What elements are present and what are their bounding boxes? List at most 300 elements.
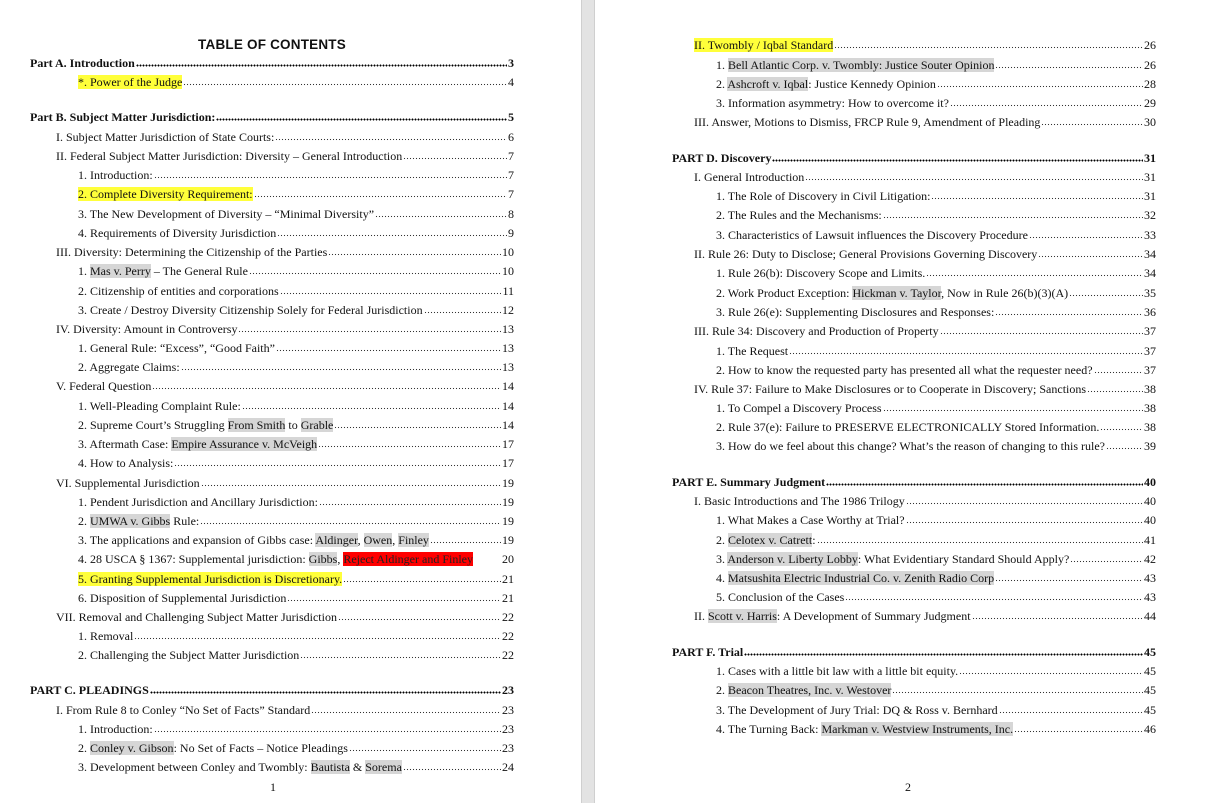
toc-page-number: 37 bbox=[1144, 363, 1156, 377]
toc-entry[interactable] bbox=[716, 549, 1156, 566]
toc-page-number: 37 bbox=[1144, 324, 1156, 338]
toc-page-number: 22 bbox=[502, 610, 514, 624]
dot-leader bbox=[926, 274, 1143, 277]
entry-text-segment: 1. The Role of Discovery in Civil Litigation: bbox=[716, 189, 931, 203]
entry-text-segment: 1. What Makes a Case Worthy at Trial? bbox=[716, 513, 905, 527]
toc-entry[interactable] bbox=[694, 112, 1156, 129]
page-gap bbox=[581, 0, 595, 803]
entry-text-segment: 1. Cases with a little bit law with a little bit equity. bbox=[716, 664, 959, 678]
toc-page-number: 31 bbox=[1144, 189, 1156, 203]
toc-page-number: 11 bbox=[502, 284, 514, 298]
dot-leader bbox=[940, 332, 1143, 335]
entry-text-segment: : What Evidentiary Standard Should Apply? bbox=[857, 552, 1070, 566]
highlighted-text: Bell Atlantic Corp. v. Twombly: Justice Souter Opinion bbox=[728, 58, 995, 72]
highlighted-text: Markman v. Westview Instruments, Inc. bbox=[821, 722, 1014, 736]
toc-entry[interactable] bbox=[78, 719, 514, 736]
toc-entry[interactable] bbox=[78, 549, 514, 566]
toc-entry[interactable] bbox=[716, 93, 1156, 110]
toc-page-number: 38 bbox=[1144, 401, 1156, 415]
toc-entry-text bbox=[78, 760, 402, 774]
dot-leader bbox=[826, 483, 1143, 486]
toc-entry[interactable] bbox=[716, 587, 1156, 604]
dot-leader bbox=[154, 730, 501, 733]
highlighted-text: Aldinger bbox=[315, 533, 358, 547]
dot-leader bbox=[154, 176, 507, 179]
toc-page-number: 19 bbox=[502, 476, 514, 490]
toc-entry[interactable] bbox=[78, 434, 514, 451]
toc-page-number: 37 bbox=[1144, 344, 1156, 358]
toc-page-number: 4 bbox=[508, 75, 514, 89]
toc-entry[interactable] bbox=[78, 453, 514, 470]
toc-entry-text bbox=[78, 456, 173, 470]
entry-text-segment: 3. The applications and expansion of Gibbs case: bbox=[78, 533, 316, 547]
toc-page-number: 23 bbox=[502, 703, 514, 717]
toc-entry[interactable] bbox=[694, 379, 1156, 396]
toc-entry-text bbox=[78, 495, 318, 509]
toc-entry-text bbox=[716, 722, 1013, 736]
entry-text-segment: 3. How do we feel about this change? What’s the reason of changing to this rule? bbox=[716, 439, 1105, 453]
toc-entry-text bbox=[716, 208, 882, 222]
dot-leader bbox=[1087, 390, 1143, 393]
dot-leader bbox=[906, 521, 1143, 524]
entry-text-segment: PART E. Summary Judgment bbox=[672, 475, 826, 489]
dot-leader bbox=[249, 272, 501, 275]
toc-entry[interactable] bbox=[716, 530, 1156, 547]
toc-entry[interactable] bbox=[78, 338, 514, 355]
toc-page-number: 29 bbox=[1144, 96, 1156, 110]
entry-text-segment: to bbox=[285, 418, 301, 432]
entry-text-segment: I. Basic Introductions and The 1986 Trilogy bbox=[694, 494, 905, 508]
toc-entry[interactable] bbox=[56, 376, 514, 393]
entry-text-segment: – The General Rule bbox=[150, 264, 248, 278]
toc-page-number: 31 bbox=[1144, 151, 1156, 165]
toc-entry-text bbox=[78, 187, 253, 201]
toc-entry[interactable] bbox=[716, 510, 1156, 527]
toc-page-number: 45 bbox=[1144, 664, 1156, 678]
toc-entry[interactable] bbox=[716, 283, 1156, 300]
toc-page-number: 6 bbox=[508, 130, 514, 144]
toc-entry[interactable] bbox=[716, 263, 1156, 280]
dot-leader bbox=[424, 311, 501, 314]
dot-leader bbox=[789, 352, 1143, 355]
entry-text-segment: VI. Supplemental Jurisdiction bbox=[56, 476, 200, 490]
toc-entry[interactable] bbox=[78, 72, 514, 89]
entry-text-segment: 5. Conclusion of the Cases bbox=[716, 590, 845, 604]
dot-leader bbox=[216, 118, 507, 121]
toc-entry[interactable] bbox=[56, 473, 514, 490]
entry-text-segment: , bbox=[337, 552, 344, 566]
entry-text-segment: 2. Citizenship of entities and corporations bbox=[78, 284, 279, 298]
entry-text-segment: PART D. Discovery bbox=[672, 151, 772, 165]
toc-entry-text bbox=[672, 645, 743, 659]
entry-text-segment: 1. General Rule: “Excess”, “Good Faith” bbox=[78, 341, 275, 355]
entry-text-segment: 4. The Turning Back: bbox=[716, 722, 822, 736]
toc-page-number: 10 bbox=[502, 264, 514, 278]
entry-text-segment: 1. Removal bbox=[78, 629, 134, 643]
toc-entry[interactable] bbox=[78, 357, 514, 374]
toc-entry-text bbox=[716, 58, 994, 72]
entry-text-segment: 1. Introduction: bbox=[78, 168, 153, 182]
highlighted-text: Matsushita Electric Industrial Co. v. Zenith Radio Corp bbox=[728, 571, 995, 585]
toc-entry-text bbox=[56, 245, 327, 259]
toc-entry[interactable] bbox=[78, 281, 514, 298]
dot-leader bbox=[343, 580, 501, 583]
toc-entry[interactable] bbox=[672, 148, 1156, 165]
entry-text-segment: 6. Disposition of Supplemental Jurisdiction bbox=[78, 591, 287, 605]
toc-entry[interactable] bbox=[56, 319, 514, 336]
toc-entry-text bbox=[78, 591, 286, 605]
toc-entry-text bbox=[716, 305, 994, 319]
entry-text-segment: VII. Removal and Challenging Subject Matter Jurisdiction bbox=[56, 610, 337, 624]
dot-leader bbox=[834, 46, 1143, 49]
dot-leader bbox=[1070, 560, 1143, 563]
dot-leader bbox=[300, 656, 501, 659]
toc-entry[interactable] bbox=[78, 300, 514, 317]
toc-entry-text bbox=[694, 324, 939, 338]
toc-entry-text bbox=[78, 552, 473, 566]
toc-page-number: 3 bbox=[508, 56, 514, 70]
entry-text-segment: Part A. Introduction bbox=[30, 56, 135, 70]
toc-entry-text bbox=[78, 168, 153, 182]
toc-entry[interactable] bbox=[716, 302, 1156, 319]
toc-page-number: 7 bbox=[508, 168, 514, 182]
dot-leader bbox=[1100, 428, 1143, 431]
highlighted-text: 2. Complete Diversity Requirement: bbox=[78, 187, 253, 201]
toc-page-number: 40 bbox=[1144, 513, 1156, 527]
dot-leader bbox=[319, 503, 501, 506]
toc-entry-text bbox=[716, 683, 891, 697]
toc-entry[interactable] bbox=[694, 167, 1156, 184]
toc-page-number: 22 bbox=[502, 629, 514, 643]
entry-text-segment: : A Development of Summary Judgment bbox=[776, 609, 971, 623]
toc-entry[interactable] bbox=[716, 74, 1156, 91]
dot-leader bbox=[349, 749, 501, 752]
toc-page-number: 17 bbox=[502, 456, 514, 470]
toc-entry[interactable] bbox=[56, 127, 514, 144]
toc-entry-text bbox=[716, 189, 930, 203]
dot-leader bbox=[845, 598, 1143, 601]
dot-leader bbox=[995, 66, 1143, 69]
toc-entry-text bbox=[78, 303, 423, 317]
dot-leader bbox=[883, 409, 1143, 412]
entry-text-segment: I. From Rule 8 to Conley “No Set of Facts” Standard bbox=[56, 703, 311, 717]
toc-entry[interactable] bbox=[56, 242, 514, 259]
toc-entry[interactable] bbox=[694, 35, 1156, 52]
toc-entry[interactable] bbox=[716, 186, 1156, 203]
toc-entry-text bbox=[78, 629, 133, 643]
toc-page-number: 23 bbox=[502, 683, 514, 697]
toc-entry[interactable] bbox=[716, 719, 1156, 736]
toc-entry-text bbox=[78, 207, 374, 221]
dot-leader bbox=[744, 653, 1143, 656]
toc-entry[interactable] bbox=[716, 398, 1156, 415]
entry-text-segment: 3. Characteristics of Lawsuit influences the Discovery Procedure bbox=[716, 228, 1028, 242]
dot-leader bbox=[174, 464, 501, 467]
toc-entry[interactable] bbox=[672, 642, 1156, 659]
entry-text-segment: 3. bbox=[716, 552, 728, 566]
toc-page-number: 7 bbox=[508, 149, 514, 163]
entry-text-segment: 3. Information asymmetry: How to overcome it? bbox=[716, 96, 949, 110]
dot-leader bbox=[200, 522, 501, 525]
highlighted-text: Finley bbox=[398, 533, 429, 547]
toc-entry[interactable] bbox=[716, 680, 1156, 697]
entry-text-segment: III. Rule 34: Discovery and Production of Property bbox=[694, 324, 939, 338]
dot-leader bbox=[238, 330, 501, 333]
entry-text-segment: 3. The New Development of Diversity – “Minimal Diversity” bbox=[78, 207, 375, 221]
toc-entry[interactable] bbox=[78, 626, 514, 643]
toc-page-number: 19 bbox=[502, 514, 514, 528]
toc-entry[interactable] bbox=[694, 606, 1156, 623]
dot-leader bbox=[183, 83, 507, 86]
dot-leader bbox=[1069, 294, 1143, 297]
dot-leader bbox=[805, 178, 1143, 181]
toc-entry-text bbox=[694, 115, 1040, 129]
toc-entry-text bbox=[78, 437, 317, 451]
toc-page-number: 19 bbox=[502, 533, 514, 547]
dot-leader bbox=[276, 349, 501, 352]
entry-text-segment: 2. Aggregate Claims: bbox=[78, 360, 180, 374]
entry-text-segment: : Justice Kennedy Opinion bbox=[808, 77, 936, 91]
toc-page-number: 39 bbox=[1144, 439, 1156, 453]
toc-entry-text bbox=[716, 703, 998, 717]
entry-text-segment: Part B. Subject Matter Jurisdiction: bbox=[30, 110, 216, 124]
toc-entry-text bbox=[716, 266, 925, 280]
dot-leader bbox=[937, 85, 1143, 88]
toc-page-number: 33 bbox=[1144, 228, 1156, 242]
toc-entry[interactable] bbox=[78, 396, 514, 413]
toc-entry[interactable] bbox=[78, 569, 514, 586]
toc-entry[interactable] bbox=[78, 415, 514, 432]
dot-leader bbox=[995, 579, 1143, 582]
toc-entry[interactable] bbox=[716, 436, 1156, 453]
entry-text-segment: 2. The Rules and the Mechanisms: bbox=[716, 208, 882, 222]
entry-text-segment: I. Subject Matter Jurisdiction of State Courts: bbox=[56, 130, 275, 144]
toc-entry-text bbox=[716, 344, 788, 358]
dot-leader bbox=[999, 711, 1143, 714]
entry-text-segment: 1. Rule 26(b): Discovery Scope and Limits. bbox=[716, 266, 926, 280]
highlighted-text: From Smith bbox=[227, 418, 286, 432]
toc-entry-text bbox=[672, 151, 771, 165]
toc-page-number: 5 bbox=[508, 110, 514, 124]
dot-leader bbox=[254, 195, 507, 198]
toc-page-number: 41 bbox=[1144, 533, 1156, 547]
toc-page-number: 23 bbox=[502, 741, 514, 755]
toc-entry-text bbox=[716, 664, 958, 678]
page-number: 2 bbox=[905, 780, 911, 794]
entry-text-segment: 4. Requirements of Diversity Jurisdiction bbox=[78, 226, 277, 240]
entry-text-segment: V. Federal Question bbox=[56, 379, 152, 393]
highlighted-text: Mas v. Perry bbox=[90, 264, 151, 278]
dot-leader bbox=[474, 560, 501, 563]
dot-leader bbox=[1094, 371, 1143, 374]
entry-text-segment: , bbox=[392, 533, 399, 547]
toc-entry-text bbox=[78, 741, 348, 755]
toc-entry-text bbox=[716, 513, 905, 527]
highlighted-text: Anderson v. Liberty Lobby bbox=[727, 552, 858, 566]
toc-page-number: 14 bbox=[502, 399, 514, 413]
toc-entry-text bbox=[716, 571, 994, 585]
toc-entry[interactable] bbox=[716, 225, 1156, 242]
dot-leader bbox=[1106, 447, 1143, 450]
toc-entry[interactable] bbox=[78, 492, 514, 509]
toc-page-number: 30 bbox=[1144, 115, 1156, 129]
highlighted-text: Owen bbox=[363, 533, 393, 547]
dot-leader bbox=[430, 541, 501, 544]
highlighted-text: Beacon Theatres, Inc. v. Westover bbox=[728, 683, 892, 697]
toc-page-number: 45 bbox=[1144, 683, 1156, 697]
toc-page-number: 17 bbox=[502, 437, 514, 451]
toc-page-number: 31 bbox=[1144, 170, 1156, 184]
toc-title: TABLE OF CONTENTS bbox=[198, 37, 346, 52]
toc-entry[interactable] bbox=[56, 146, 514, 163]
toc-entry-text bbox=[56, 149, 402, 163]
toc-entry[interactable] bbox=[716, 417, 1156, 434]
toc-page-number: 8 bbox=[508, 207, 514, 221]
dot-leader bbox=[959, 672, 1143, 675]
toc-entry-text bbox=[716, 590, 844, 604]
toc-entry[interactable] bbox=[716, 205, 1156, 222]
toc-entry[interactable] bbox=[78, 165, 514, 182]
toc-entry-text bbox=[78, 360, 180, 374]
entry-text-segment: 1. bbox=[716, 58, 728, 72]
toc-entry[interactable] bbox=[716, 661, 1156, 678]
highlighted-text: Ashcroft v. Iqbal bbox=[727, 77, 809, 91]
highlighted-text: Gibbs bbox=[308, 552, 338, 566]
entry-text-segment: IV. Diversity: Amount in Controversy bbox=[56, 322, 238, 336]
toc-entry-text bbox=[78, 514, 199, 528]
dot-leader bbox=[152, 387, 501, 390]
entry-text-segment: 2. Rule 37(e): Failure to PRESERVE ELECTRONICALLY Stored Information. bbox=[716, 420, 1100, 434]
toc-entry-text bbox=[78, 75, 182, 89]
toc-entry-text bbox=[694, 382, 1086, 396]
toc-entry-text bbox=[30, 110, 215, 124]
toc-entry-text bbox=[716, 96, 949, 110]
toc-entry-text bbox=[56, 703, 310, 717]
entry-text-segment: 3. Create / Destroy Diversity Citizenship Solely for Federal Jurisdiction bbox=[78, 303, 423, 317]
entry-text-segment: III. Answer, Motions to Dismiss, FRCP Rule 9, Amendment of Pleading bbox=[694, 115, 1041, 129]
toc-entry-text bbox=[716, 401, 882, 415]
toc-entry-text bbox=[694, 247, 1037, 261]
entry-text-segment: , Now in Rule 26(b)(3)(A) bbox=[941, 286, 1069, 300]
toc-page-number: 38 bbox=[1144, 382, 1156, 396]
dot-leader bbox=[242, 407, 501, 410]
toc-page-number: 32 bbox=[1144, 208, 1156, 222]
toc-entry[interactable] bbox=[716, 341, 1156, 358]
entry-text-segment: 1. Introduction: bbox=[78, 722, 153, 736]
dot-leader bbox=[972, 617, 1143, 620]
toc-entry[interactable] bbox=[78, 204, 514, 221]
highlighted-text: Celotex v. Catrett bbox=[728, 533, 813, 547]
toc-page-number: 13 bbox=[502, 360, 514, 374]
toc-entry[interactable] bbox=[78, 261, 514, 278]
toc-entry[interactable] bbox=[694, 244, 1156, 261]
entry-text-segment: Rule: bbox=[170, 514, 200, 528]
dot-leader bbox=[883, 216, 1143, 219]
toc-entry[interactable] bbox=[716, 568, 1156, 585]
toc-entry[interactable] bbox=[78, 511, 514, 528]
toc-entry-text bbox=[716, 533, 816, 547]
entry-text-segment: 2. bbox=[78, 514, 90, 528]
toc-page-number: 19 bbox=[502, 495, 514, 509]
toc-entry[interactable] bbox=[56, 700, 514, 717]
toc-entry[interactable] bbox=[672, 472, 1156, 489]
dot-leader bbox=[181, 368, 501, 371]
toc-entry-text bbox=[56, 130, 274, 144]
toc-entry-text bbox=[30, 683, 149, 697]
toc-entry-text bbox=[56, 610, 337, 624]
entry-text-segment: 4. How to Analysis: bbox=[78, 456, 174, 470]
toc-entry[interactable] bbox=[30, 107, 514, 124]
toc-entry[interactable] bbox=[694, 491, 1156, 508]
toc-entry-text bbox=[694, 494, 905, 508]
entry-text-segment: 1. Pendent Jurisdiction and Ancillary Jurisdiction: bbox=[78, 495, 318, 509]
toc-entry-text bbox=[716, 439, 1105, 453]
toc-page-number: 21 bbox=[502, 591, 514, 605]
toc-page-number: 34 bbox=[1144, 266, 1156, 280]
entry-text-segment: 1. To Compel a Discovery Process bbox=[716, 401, 882, 415]
toc-entry[interactable] bbox=[78, 738, 514, 755]
dot-leader bbox=[201, 484, 501, 487]
toc-page-number: 42 bbox=[1144, 552, 1156, 566]
dot-leader bbox=[275, 138, 507, 141]
toc-entry[interactable] bbox=[694, 321, 1156, 338]
highlighted-text: Grable bbox=[300, 418, 334, 432]
toc-entry-text bbox=[716, 420, 1099, 434]
toc-entry[interactable] bbox=[30, 680, 514, 697]
toc-page-number: 13 bbox=[502, 341, 514, 355]
toc-entry[interactable] bbox=[78, 588, 514, 605]
toc-entry-text bbox=[672, 475, 825, 489]
toc-entry-text bbox=[30, 56, 135, 70]
toc-entry[interactable] bbox=[78, 645, 514, 662]
toc-entry[interactable] bbox=[30, 53, 514, 70]
highlighted-text: Sorema bbox=[365, 760, 402, 774]
toc-page-number: 26 bbox=[1144, 58, 1156, 72]
toc-entry[interactable] bbox=[78, 757, 514, 774]
toc-entry[interactable] bbox=[78, 530, 514, 547]
toc-entry-text bbox=[716, 552, 1069, 566]
entry-text-segment: II. bbox=[694, 609, 708, 623]
toc-entry-text bbox=[78, 722, 153, 736]
dot-leader bbox=[995, 313, 1143, 316]
toc-entry[interactable] bbox=[78, 223, 514, 240]
entry-text-segment: I. General Introduction bbox=[694, 170, 805, 184]
toc-page-number: 40 bbox=[1144, 475, 1156, 489]
entry-text-segment: 4. 28 USCA § 1367: Supplemental jurisdiction: bbox=[78, 552, 309, 566]
document-page-2 bbox=[672, 0, 1156, 803]
entry-text-segment: 4. bbox=[716, 571, 728, 585]
toc-entry-text bbox=[78, 572, 342, 586]
toc-entry[interactable] bbox=[56, 607, 514, 624]
entry-text-segment: & bbox=[349, 760, 366, 774]
entry-text-segment: 2. bbox=[716, 683, 728, 697]
toc-entry[interactable] bbox=[78, 184, 514, 201]
dot-leader bbox=[817, 541, 1143, 544]
document-page-1 bbox=[30, 0, 514, 803]
toc-page-number: 38 bbox=[1144, 420, 1156, 434]
toc-page-number: 9 bbox=[508, 226, 514, 240]
toc-entry[interactable] bbox=[716, 360, 1156, 377]
highlighted-text: UMWA v. Gibbs bbox=[90, 514, 171, 528]
dot-leader bbox=[375, 215, 507, 218]
entry-text-segment: : No Set of Facts – Notice Pleadings bbox=[173, 741, 348, 755]
toc-entry[interactable] bbox=[716, 55, 1156, 72]
dot-leader bbox=[328, 253, 501, 256]
entry-text-segment: 3. Aftermath Case: bbox=[78, 437, 172, 451]
toc-page-number: 21 bbox=[502, 572, 514, 586]
toc-entry-text bbox=[78, 226, 276, 240]
toc-entry[interactable] bbox=[716, 700, 1156, 717]
